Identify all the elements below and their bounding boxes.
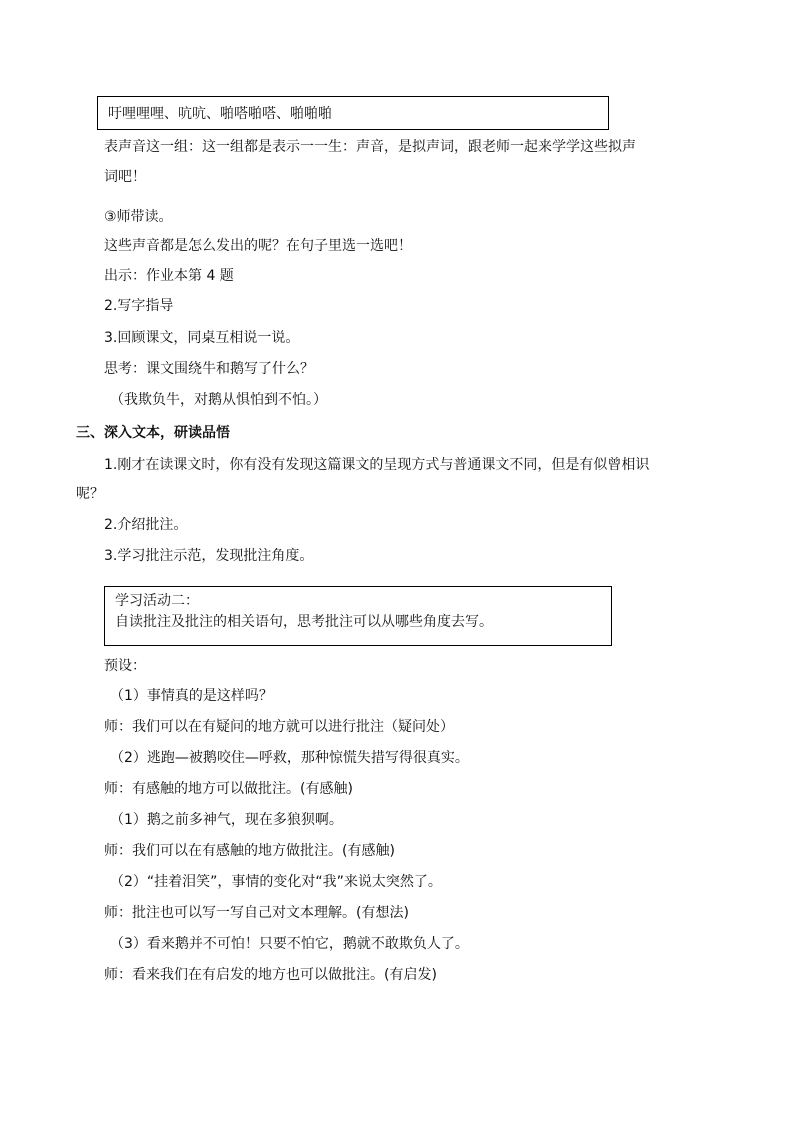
text-line: （1）鹅之前多神气，现在多狼狈啊。 bbox=[110, 812, 343, 828]
activity-text: 自读批注及批注的相关语句，思考批注可以从哪些角度去写。 bbox=[115, 614, 493, 630]
text-line: 词吧！ bbox=[104, 169, 146, 185]
text-line: 师：我们可以在有疑问的地方就可以进行批注（疑问处） bbox=[104, 719, 454, 735]
text-line: 师：看来我们在有启发的地方也可以做批注。(有启发) bbox=[104, 967, 437, 983]
text-line: 2.介绍批注。 bbox=[104, 517, 188, 533]
text-line: 表声音这一组：这一组都是表示一一生：声音，是拟声词，跟老师一起来学学这些拟声 bbox=[104, 139, 636, 155]
text-line: 3.学习批注示范，发现批注角度。 bbox=[104, 548, 314, 564]
activity-box bbox=[104, 586, 612, 646]
text-line: 师：有感触的地方可以做批注。(有感触) bbox=[104, 781, 353, 797]
text-line: （2）“挂着泪笑”，事情的变化对“我”来说太突然了。 bbox=[110, 874, 442, 890]
text-line: 师：我们可以在有感触的地方做批注。(有感触) bbox=[104, 843, 395, 859]
text-line: 呢？ bbox=[76, 486, 104, 502]
text-line: 师：批注也可以写一写自己对文本理解。(有想法) bbox=[104, 905, 409, 921]
text-line: （3）看来鹅并不可怕！只要不怕它，鹅就不敢欺负人了。 bbox=[110, 936, 469, 952]
text-line: 出示：作业本第 4 题 bbox=[104, 268, 234, 284]
text-line: 这些声音都是怎么发出的呢？在句子里选一选吧！ bbox=[104, 238, 412, 254]
onomatopoeia-text: 吁哩哩哩、吭吭、啪嗒啪嗒、啪啪啪 bbox=[108, 106, 332, 122]
text-line: ③师带读。 bbox=[104, 209, 173, 225]
text-line: 思考：课文围绕牛和鹅写了什么？ bbox=[104, 361, 314, 377]
text-line: 2.写字指导 bbox=[104, 298, 174, 314]
text-line: 预设： bbox=[104, 658, 146, 674]
onomatopoeia-box bbox=[97, 96, 609, 130]
text-line: （1）事情真的是这样吗？ bbox=[110, 688, 273, 704]
section-heading: 三、深入文本，研读品悟 bbox=[76, 425, 230, 441]
text-line: （我欺负牛，对鹅从惧怕到不怕。） bbox=[110, 392, 327, 408]
text-line: （2）逃跑—被鹅咬住—呼救，那种惊慌失措写得很真实。 bbox=[110, 750, 469, 766]
text-line: 1.刚才在读课文时，你有没有发现这篇课文的呈现方式与普通课文不同，但是有似曾相识 bbox=[104, 457, 650, 473]
text-line: 3.回顾课文，同桌互相说一说。 bbox=[104, 330, 300, 346]
activity-title: 学习活动二： bbox=[115, 593, 199, 609]
